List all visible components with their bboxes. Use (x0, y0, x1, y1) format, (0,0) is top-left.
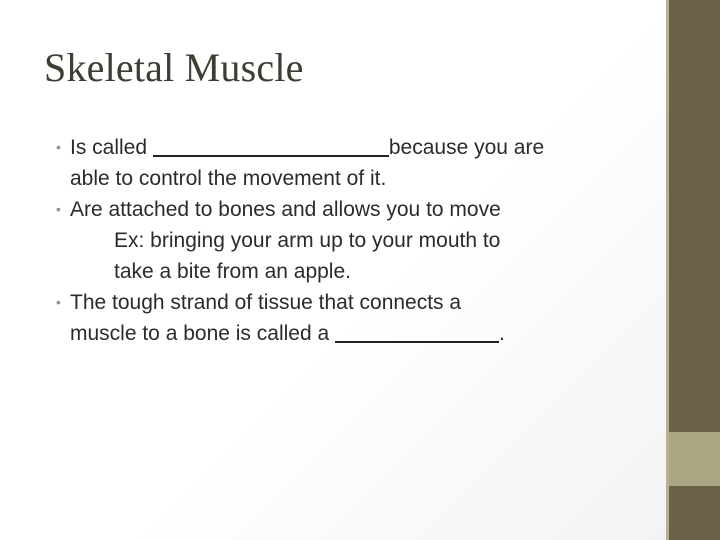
sidebar-band-dark (669, 0, 720, 432)
bullet-2-example-line-1 (48, 225, 648, 256)
bullet-2-text: Are attached to bones and allows you to move (70, 198, 501, 221)
sidebar-band-bottom (669, 486, 720, 540)
example-line-1: Ex: bringing your arm up to your mouth to (114, 229, 501, 252)
bullet-item-1 (48, 132, 648, 163)
fill-in-blank (335, 321, 499, 343)
bullet-1-text-after: because you are (388, 136, 545, 159)
bullet-dot-icon: • (56, 201, 61, 217)
bullet-dot-icon: • (56, 294, 61, 310)
bullet-item-3 (48, 287, 648, 318)
bullet-item-3-continuation (48, 318, 648, 349)
bullet-3-text: The tough strand of tissue that connects a (70, 291, 462, 314)
bullet-dot-icon: • (56, 139, 61, 155)
bullet-2-example-line-2 (48, 256, 648, 287)
bullet-1-text-before: Is called (70, 136, 153, 159)
bullet-item-2 (48, 194, 648, 225)
bullet-3-text-before: muscle to a bone is called a (70, 322, 335, 345)
bullet-item-1-continuation (48, 163, 648, 194)
decorative-sidebar (666, 0, 720, 540)
bullet-1-continuation: able to control the movement of it. (70, 167, 387, 190)
slide-title: Skeletal Muscle (44, 45, 304, 90)
example-line-2: take a bite from an apple. (114, 260, 351, 283)
sidebar-band-light (669, 432, 720, 486)
bullet-3-text-after: . (498, 322, 505, 345)
slide-body (48, 132, 648, 349)
fill-in-blank (153, 135, 389, 157)
